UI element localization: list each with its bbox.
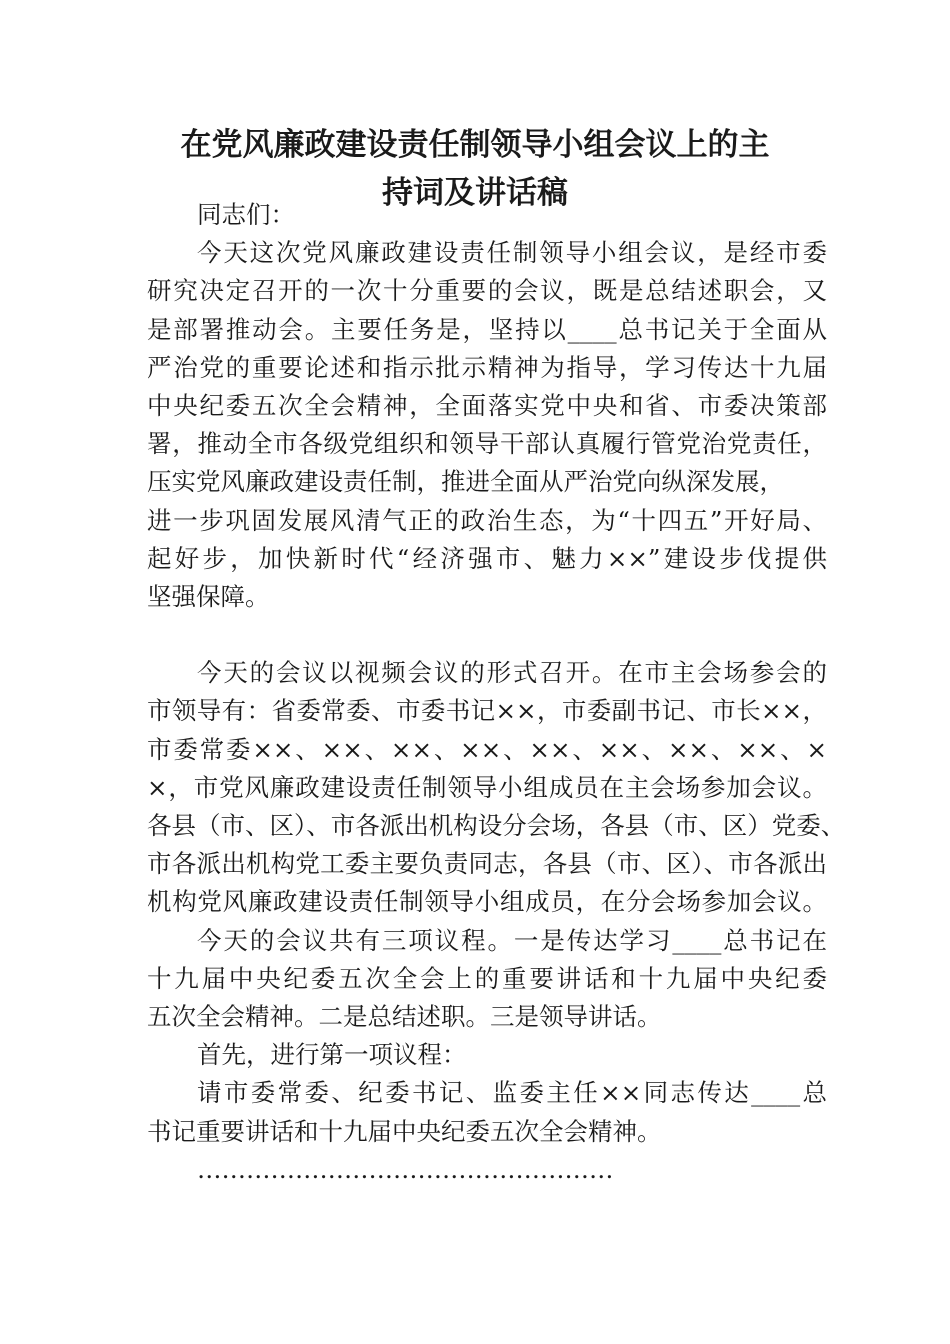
document-title-line-1: 在党风廉政建设责任制领导小组会议上的主 [180,127,770,163]
document-body [147,196,846,1189]
paragraph-1-line: 坚强保障。 [147,581,270,611]
paragraph-5-line: 请市委常委、纪委书记、监委主任××同志传达____总 [197,1078,827,1108]
paragraph-1-line: 中央纪委五次全会精神，全面落实党中央和省、市委决策部 [147,390,827,420]
paragraph-5-line: 书记重要讲话和十九届中央纪委五次全会精神。 [147,1116,662,1146]
paragraph-1-line: 署，推动全市各级党组织和领导干部认真履行管党治党责任， [147,429,827,459]
paragraph-2-line: ×，市党风廉政建设责任制领导小组成员在主会场参加会议。 [147,772,827,802]
paragraph-1-line: 进一步巩固发展风清气正的政治生态，为“十四五”开好局、 [147,505,827,535]
paragraph-3-line: 五次全会精神。二是总结述职。三是领导讲话。 [147,1001,662,1031]
paragraph-1-line: 压实党风廉政建设责任制，推进全面从严治党向纵深发展， [147,467,784,497]
blank-line [147,616,827,654]
paragraph-1-line: 严治党的重要论述和指示批示精神为指导，学习传达十九届 [147,352,827,382]
paragraph-1-line: 今天这次党风廉政建设责任制领导小组会议，是经市委 [197,238,827,268]
paragraph-1-line: 起好步，加快新时代“经济强市、魅力××”建设步伐提供 [147,543,827,573]
paragraph-1-line: 是部署推动会。主要任务是，坚持以____总书记关于全面从 [147,314,827,344]
paragraph-2-line: 市领导有：省委常委、市委书记××，市委副书记、市长××， [147,696,827,726]
paragraph-2-line: 市委常委××、××、××、××、××、××、××、××、× [147,734,827,764]
paragraph-2-line: 机构党风廉政建设责任制领导小组成员，在分会场参加会议。 [147,887,827,917]
paragraph-3-line: 十九届中央纪委五次全会上的重要讲话和十九届中央纪委 [147,963,827,993]
paragraph-2-line: 今天的会议以视频会议的形式召开。在市主会场参会的 [197,658,827,688]
paragraph-2-line: 市各派出机构党工委主要负责同志，各县（市、区）、市各派出 [147,849,827,879]
paragraph-4-line: 首先，进行第一项议程： [197,1040,467,1070]
paragraph-1-line: 研究决定召开的一次十分重要的会议，既是总结述职会，又 [147,276,827,306]
document-title-line-2: 持词及讲话稿 [382,175,568,211]
paragraph-2-line: 各县（市、区）、市各派出机构设分会场，各县（市、区）党委、 [147,811,846,840]
salutation: 同志们： [197,200,295,229]
ellipsis-line: …………………………………………… [197,1154,614,1184]
paragraph-3-line: 今天的会议共有三项议程。一是传达学习____总书记在 [197,925,827,955]
